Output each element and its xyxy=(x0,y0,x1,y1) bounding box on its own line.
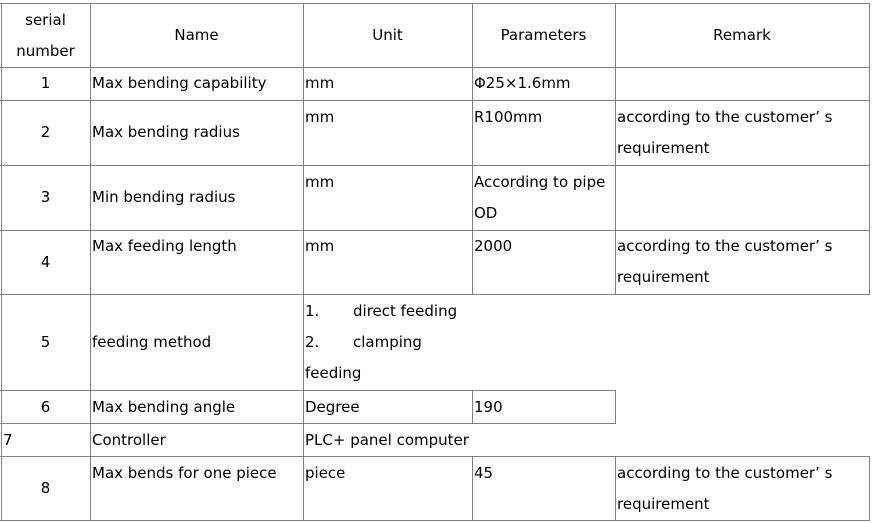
name-cell: Max bending angle xyxy=(92,398,236,416)
grid-line xyxy=(472,390,473,423)
serial-cell: 6 xyxy=(40,398,51,416)
parameters-cell: 45 xyxy=(474,464,494,482)
unit-cell: piece xyxy=(305,464,346,482)
unit-cell: PLC+ panel computer xyxy=(305,431,469,449)
name-cell: Min bending radius xyxy=(92,188,236,206)
grid-line xyxy=(0,3,870,4)
header-remark: Remark xyxy=(713,26,771,44)
serial-cell: 3 xyxy=(40,188,51,206)
feeding-option xyxy=(305,296,457,327)
parameters-line: OD xyxy=(474,204,498,222)
name-cell: Max bending radius xyxy=(92,123,240,141)
grid-line xyxy=(90,3,91,520)
header-serial-line2: number xyxy=(16,42,75,60)
name-cell: feeding method xyxy=(92,333,212,351)
unit-cell: mm xyxy=(305,173,335,191)
list-number: 2. xyxy=(305,333,320,351)
grid-line xyxy=(615,390,616,423)
unit-cell: mm xyxy=(305,74,335,92)
remark-cell xyxy=(617,102,832,164)
remark-line: requirement xyxy=(617,139,710,157)
remark-cell xyxy=(617,231,832,293)
unit-cell: mm xyxy=(305,237,335,255)
grid-line xyxy=(0,390,616,391)
grid-line xyxy=(0,100,870,101)
name-cell: Controller xyxy=(92,431,166,449)
remark-cell xyxy=(617,458,832,520)
grid-line xyxy=(303,3,304,520)
grid-line xyxy=(0,520,870,521)
grid-line xyxy=(869,456,870,520)
remark-line: according to the customer’ s xyxy=(617,237,833,255)
serial-cell: 4 xyxy=(40,253,51,271)
serial-cell: 7 xyxy=(3,431,13,449)
grid-line xyxy=(869,3,870,294)
header-serial-line1: serial xyxy=(25,11,66,29)
remark-line: requirement xyxy=(617,268,710,286)
header-parameters: Parameters xyxy=(500,26,587,44)
parameters-line: According to pipe xyxy=(474,173,606,191)
unit-cell: mm xyxy=(305,108,335,126)
grid-line xyxy=(0,294,870,295)
parameters-cell: 2000 xyxy=(474,237,513,255)
serial-cell: 1 xyxy=(40,74,51,92)
remark-line: according to the customer’ s xyxy=(617,464,833,482)
list-number: 1. xyxy=(305,302,320,320)
grid-line xyxy=(615,456,616,520)
parameters-cell: Φ25×1.6mm xyxy=(474,74,571,92)
name-cell: Max feeding length xyxy=(92,237,237,255)
feeding-option xyxy=(305,327,457,358)
header-serial xyxy=(1,5,90,67)
serial-cell: 8 xyxy=(40,479,51,497)
unit-cell: Degree xyxy=(305,398,360,416)
parameters-cell: R100mm xyxy=(474,108,543,126)
serial-cell: 2 xyxy=(40,123,51,141)
grid-line xyxy=(0,456,870,457)
list-text-continued: feeding xyxy=(305,364,362,382)
name-cell: Max bending capability xyxy=(92,74,267,92)
list-text: clamping xyxy=(353,333,422,351)
grid-line xyxy=(0,423,616,424)
parameters-cell: 190 xyxy=(474,398,503,416)
grid-line xyxy=(0,165,870,166)
remark-line: requirement xyxy=(617,495,710,513)
parameters-cell xyxy=(474,167,605,229)
grid-line xyxy=(472,456,473,520)
name-cell: Max bends for one piece xyxy=(92,464,277,482)
serial-cell: 5 xyxy=(40,333,51,351)
header-name: Name xyxy=(174,26,219,44)
list-text: direct feeding xyxy=(353,302,458,320)
header-unit: Unit xyxy=(372,26,403,44)
unit-cell xyxy=(305,296,457,389)
remark-line: according to the customer’ s xyxy=(617,108,833,126)
